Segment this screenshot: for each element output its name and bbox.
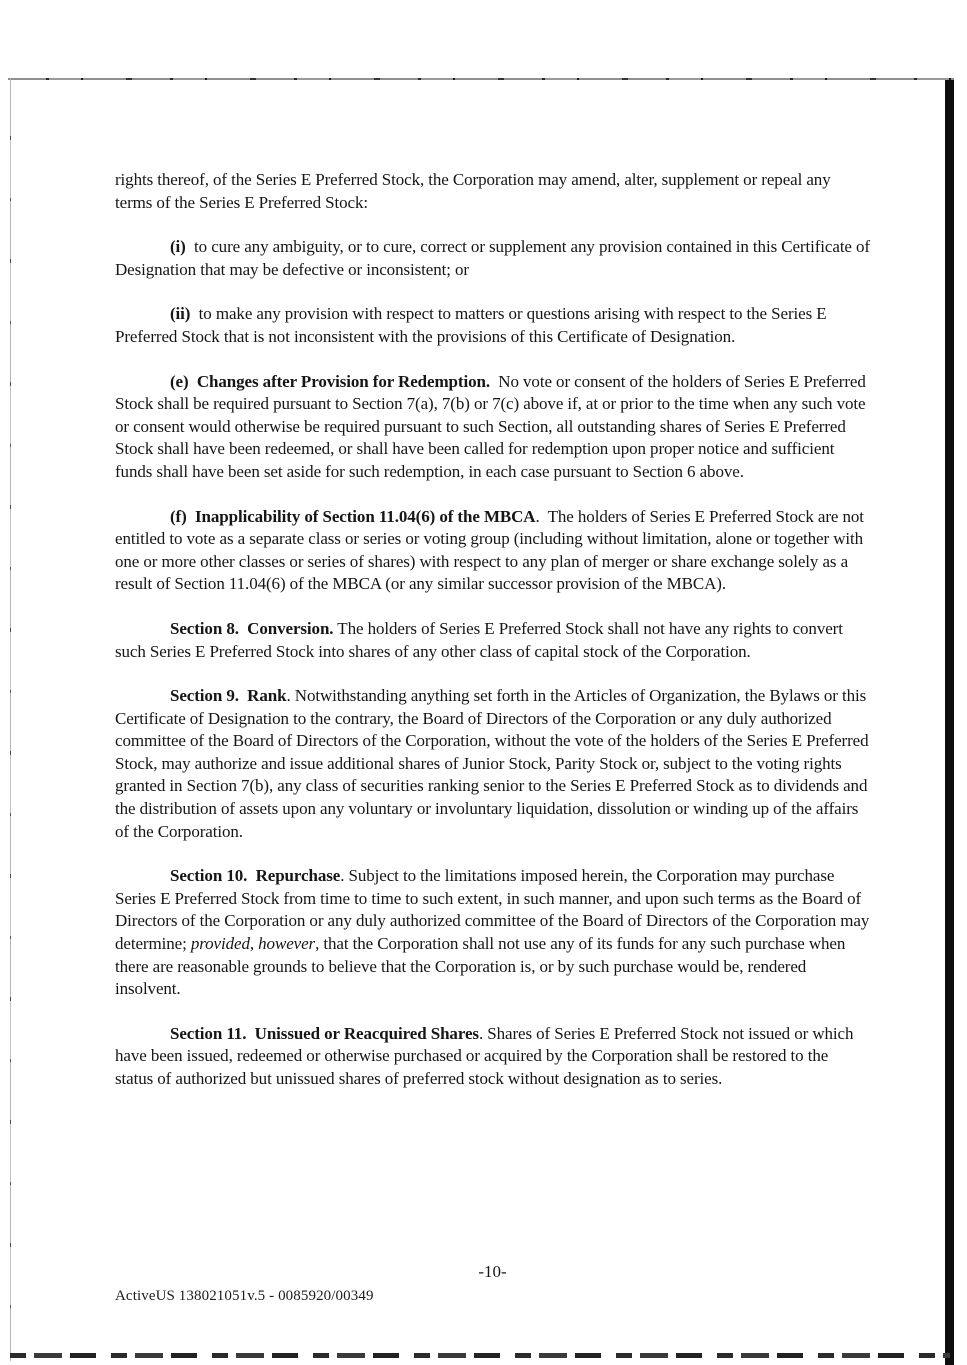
paragraph-heading-run: Section 11. Unissued or Reacquired Shares: [170, 1023, 479, 1043]
paragraph-7: [115, 685, 873, 843]
paragraph-text-run: to cure any ambiguity, or to cure, correct or supplement any provision contained in this Certificate of Designation that may be defective or inconsistent; or: [115, 237, 875, 279]
paragraph-1: [115, 169, 870, 214]
paragraph-text-run: to make any provision with respect to matters or questions arising with respect to the Series E Preferred Stock that is not inconsistent with the provisions of this Certificate of Designation.: [115, 304, 831, 346]
scan-border-left: [10, 78, 11, 1361]
paragraph-6: [115, 618, 870, 663]
paragraph-2: [115, 236, 875, 281]
paragraph-text-run: ,: [249, 934, 259, 954]
paragraph-text-run: rights thereof, of the Series E Preferred Stock, the Corporation may amend, alter, supplement or repeal any terms of the Series E Preferred Stock:: [115, 170, 835, 212]
paragraph-text-run: . Notwithstanding anything set forth in the Articles of Organization, the Bylaws or this Certificate of Designation to the contrary, the Board of Directors of the Corporation or any duly authorized committee of the Board of Directors of the Corporation, without the vote of the holders of the Series E Preferred Stock, may authorize and issue additional shares of Junior Stock, Parity Stock or, subject to the voting rights granted in Section 7(b), any class of securities ranking senior to the Series E Preferred Stock as to dividends and the distribution of assets upon any voluntary or involuntary liquidation, dissolution or winding up of the affairs of the Corporation.: [115, 686, 873, 841]
paragraph-italic-run: provided: [190, 934, 250, 954]
scan-border-top: [8, 78, 954, 80]
paragraph-text-run: The holders of Series E Preferred Stock shall not have any rights to convert such Series E Preferred Stock into shares of any other class of capital stock of the Corporation.: [115, 618, 848, 661]
scan-border-bottom: [10, 1353, 950, 1358]
document-body: [115, 169, 875, 1113]
paragraph-heading-run: (ii): [170, 304, 191, 324]
paragraph-heading-run: Section 9. Rank: [170, 686, 287, 706]
paragraph-4: [115, 371, 870, 484]
paragraph-text-run: No vote or consent of the holders of Series E Preferred Stock shall be required pursuant to Section 7(a), 7(b) or 7(c) above if, at or prior to the time when any such vote or consent would otherwise be required pursuant to such Section, all outstanding shares of Series E Preferred Stock shall have been redeemed, or shall have been called for redemption upon proper notice and sufficient funds shall have been set aside for such redemption, in each case pursuant to Section 6 above.: [115, 371, 870, 481]
paragraph-heading-run: Section 8. Conversion.: [170, 618, 334, 638]
paragraph-5: [115, 506, 870, 596]
paragraph-text-run: , that the Corporation shall not use any of its funds for any such purchase when there are reasonable grounds to believe that the Corporation is, or by such purchase would be, rendered insolvent.: [115, 934, 850, 999]
paragraph-8: [115, 865, 874, 1001]
scan-edge-right-bar: [945, 80, 954, 1365]
paragraph-heading-run: (e) Changes after Provision for Redemption.: [170, 371, 490, 391]
paragraph-text-run: . Subject to the limitations imposed herein, the Corporation may purchase Series E Preferred Stock from time to time to such extent, in such manner, and upon such terms as the Board of Directors of the Corporation or any duly authorized committee of the Board of Directors of the Corporation may determine;: [115, 866, 874, 954]
paragraph-9: [115, 1023, 870, 1091]
paragraph-text-run: . Shares of Series E Preferred Stock not issued or which have been issued, redeemed or otherwise purchased or acquired by the Corporation shall be restored to the status of authorized but unissued shares of preferred stock without designation as to series.: [115, 1023, 858, 1088]
page-number: -10-: [478, 1262, 507, 1281]
paragraph-heading-run: Section 10. Repurchase: [170, 866, 341, 886]
paragraph-italic-run: however: [258, 934, 316, 954]
paragraph-heading-run: (f) Inapplicability of Section 11.04(6) of the MBCA: [170, 506, 536, 526]
paragraph-heading-run: (i): [170, 237, 186, 257]
paragraph-3: [115, 303, 870, 348]
paragraph-text-run: . The holders of Series E Preferred Stock are not entitled to vote as a separate class or series or voting group (including without limitation, alone or together with one or more other classes or series of shares) with respect to any plan of merger or share exchange solely as a result of Section 11.04(6) of the MBCA (or any similar successor provision of the MBCA).: [115, 506, 869, 594]
document-id-footer: ActiveUS 138021051v.5 - 0085920/00349: [115, 1288, 374, 1304]
